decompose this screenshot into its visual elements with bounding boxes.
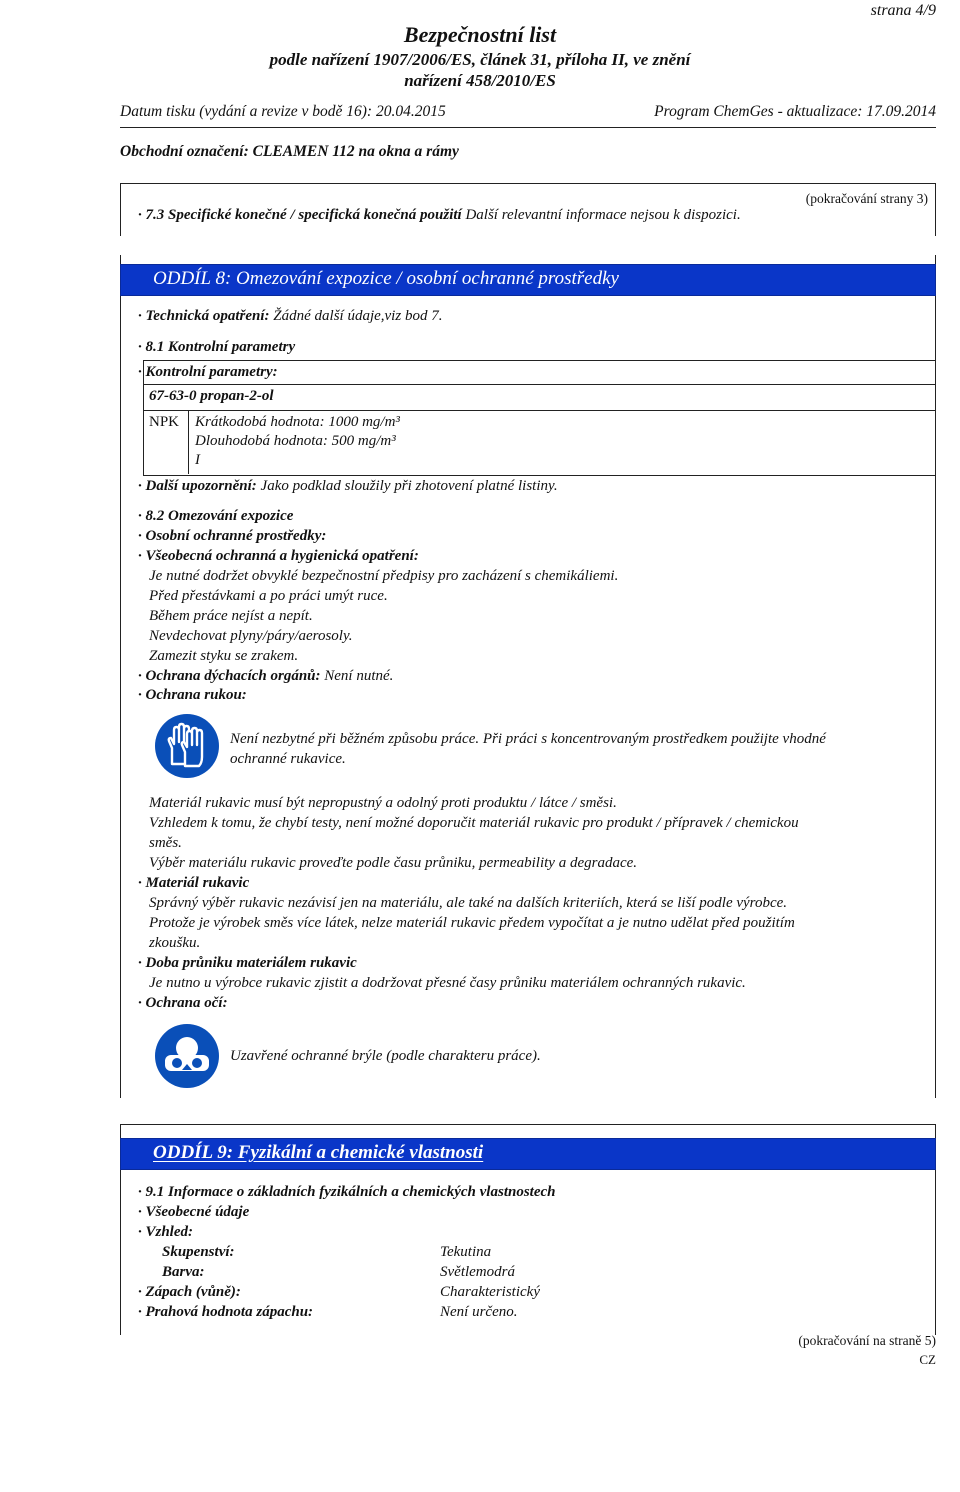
note-i: I [195, 452, 200, 468]
glove-line: Výběr materiálu rukavic proveďte podle času průniku, permeability a degradace. [149, 855, 638, 871]
substance-name: 67-63-0 propan-2-ol [149, 388, 274, 404]
glove-material-label: · Materiál rukavic [138, 875, 250, 891]
colour-label: Barva: [162, 1264, 205, 1280]
hygiene-line: Během práce nejíst a nepít. [149, 608, 313, 624]
language-code: CZ [919, 1352, 936, 1367]
hygiene-label: · Všeobecná ochranná a hygienická opatření: [138, 548, 419, 564]
glove-line: směs. [149, 835, 182, 851]
regulation-line-2: nařízení 458/2010/ES [404, 71, 556, 90]
glove-line: Vzhledem k tomu, že chybí testy, není možné doporučit materiál rukavic pro produkt / přípravek / chemickou [149, 815, 799, 831]
gloves-icon [155, 714, 219, 778]
section8-2-heading: · 8.2 Omezování expozice [138, 508, 294, 524]
respiratory-protection [138, 668, 393, 685]
material-line: zkoušku. [149, 935, 201, 951]
state-value: Tekutina [440, 1244, 492, 1260]
section9-title-text: ODDÍL 9: Fyzikální a chemické vlastnosti [153, 1142, 484, 1163]
breakthrough-text: Je nutno u výrobce rukavic zjistit a dodržovat přesné časy průniku materiálem ochranných rukavic. [149, 975, 746, 991]
section9-title [153, 1142, 483, 1164]
further-notes-label: · Další upozornění: [138, 478, 257, 494]
section9-1-heading: · 9.1 Informace o základních fyzikálních a chemických vlastnostech [138, 1184, 556, 1200]
further-notes-text: Jako podklad sloužily při zhotovení platné listiny. [260, 478, 558, 494]
continuation-to: (pokračování na straně 5) [798, 1333, 936, 1348]
breakthrough-label: · Doba průniku materiálem rukavic [138, 955, 357, 971]
hand-protection-label: · Ochrana rukou: [138, 687, 247, 703]
odour-value: Charakteristický [440, 1284, 540, 1300]
material-line: Protože je výrobek směs více látek, nelze materiál rukavic předem vypočítat a je nutno udělat před použitím [149, 915, 795, 931]
page-number: strana 4/9 [870, 2, 936, 19]
hand-protection-text: Není nezbytné při běžném způsobu práce. Při práci s koncentrovaným prostředkem použijte vhodné [230, 731, 826, 747]
long-term-value: Dlouhodobá hodnota: 500 mg/m³ [195, 433, 396, 449]
program-version: Program ChemGes - aktualizace: 17.09.2014 [654, 103, 936, 120]
respiratory-value: Není nutné. [324, 668, 394, 684]
glove-line: Materiál rukavic musí být nepropustný a odolný proti produktu / látce / směsi. [149, 795, 617, 811]
odour-threshold-value: Není určeno. [440, 1304, 518, 1320]
technical-measures [138, 308, 442, 325]
trade-name: Obchodní označení: CLEAMEN 112 na okna a rámy [120, 143, 459, 160]
section9-title-bar [120, 1138, 936, 1170]
appearance-label: · Vzhled: [138, 1224, 194, 1240]
eye-protection-text: Uzavřené ochranné brýle (podle charakteru práce). [230, 1048, 541, 1064]
section7-3-line [138, 207, 741, 224]
colour-value: Světlemodrá [440, 1264, 515, 1280]
print-date: Datum tisku (vydání a revize v bodě 16): 20.04.2015 [120, 103, 446, 120]
technical-measures-value: Žádné další údaje,viz bod 7. [273, 308, 443, 324]
eye-protection-label: · Ochrana očí: [138, 995, 228, 1011]
odour-threshold-label: · Prahová hodnota zápachu: [138, 1304, 314, 1320]
control-params-label: · Kontrolní parametry: [138, 364, 278, 380]
hygiene-line: Nevdechovat plyny/páry/aerosoly. [149, 628, 353, 644]
odour-label: · Zápach (vůně): [138, 1284, 241, 1300]
regulation-line-1: podle nařízení 1907/2006/ES, článek 31, příloha II, ve znění [269, 50, 691, 69]
hygiene-line: Je nutné dodržet obvyklé bezpečnostní předpisy pro zacházení s chemikáliemi. [149, 568, 619, 584]
short-term-value: Krátkodobá hodnota: 1000 mg/m³ [195, 414, 400, 430]
section7-3-text: Další relevantní informace nejsou k dispozici. [465, 207, 741, 223]
continuation-from: (pokračování strany 3) [805, 191, 928, 206]
technical-measures-label: · Technická opatření: [138, 308, 270, 324]
section7-3-heading: · 7.3 Specifické konečné / specifická konečná použití [138, 207, 462, 223]
hygiene-line: Před přestávkami a po práci umýt ruce. [149, 588, 388, 604]
hand-protection-text: ochranné rukavice. [230, 751, 346, 767]
control-box-divider [143, 384, 936, 385]
header-divider [120, 127, 936, 128]
section8-title: ODDÍL 8: Omezování expozice / osobní ochranné prostředky [153, 268, 619, 289]
section8-1-heading: · 8.1 Kontrolní parametry [138, 339, 296, 355]
npk-label: NPK [149, 414, 180, 430]
substance-divider [143, 410, 936, 411]
document-title: Bezpečnostní list [403, 22, 557, 47]
ppe-label: · Osobní ochranné prostředky: [138, 528, 327, 544]
further-notes [138, 478, 558, 495]
state-label: Skupenství: [162, 1244, 235, 1260]
goggles-icon [155, 1024, 219, 1088]
hygiene-line: Zamezit styku se zrakem. [149, 648, 299, 664]
respiratory-label: · Ochrana dýchacích orgánů: [138, 668, 321, 684]
npk-divider [188, 410, 189, 474]
section8-title-bar [120, 264, 936, 296]
general-info-label: · Všeobecné údaje [138, 1204, 250, 1220]
material-line: Správný výběr rukavic nezávisí jen na materiálu, ale také na dalších kriteriích, která se liší podle výrobce. [149, 895, 788, 911]
